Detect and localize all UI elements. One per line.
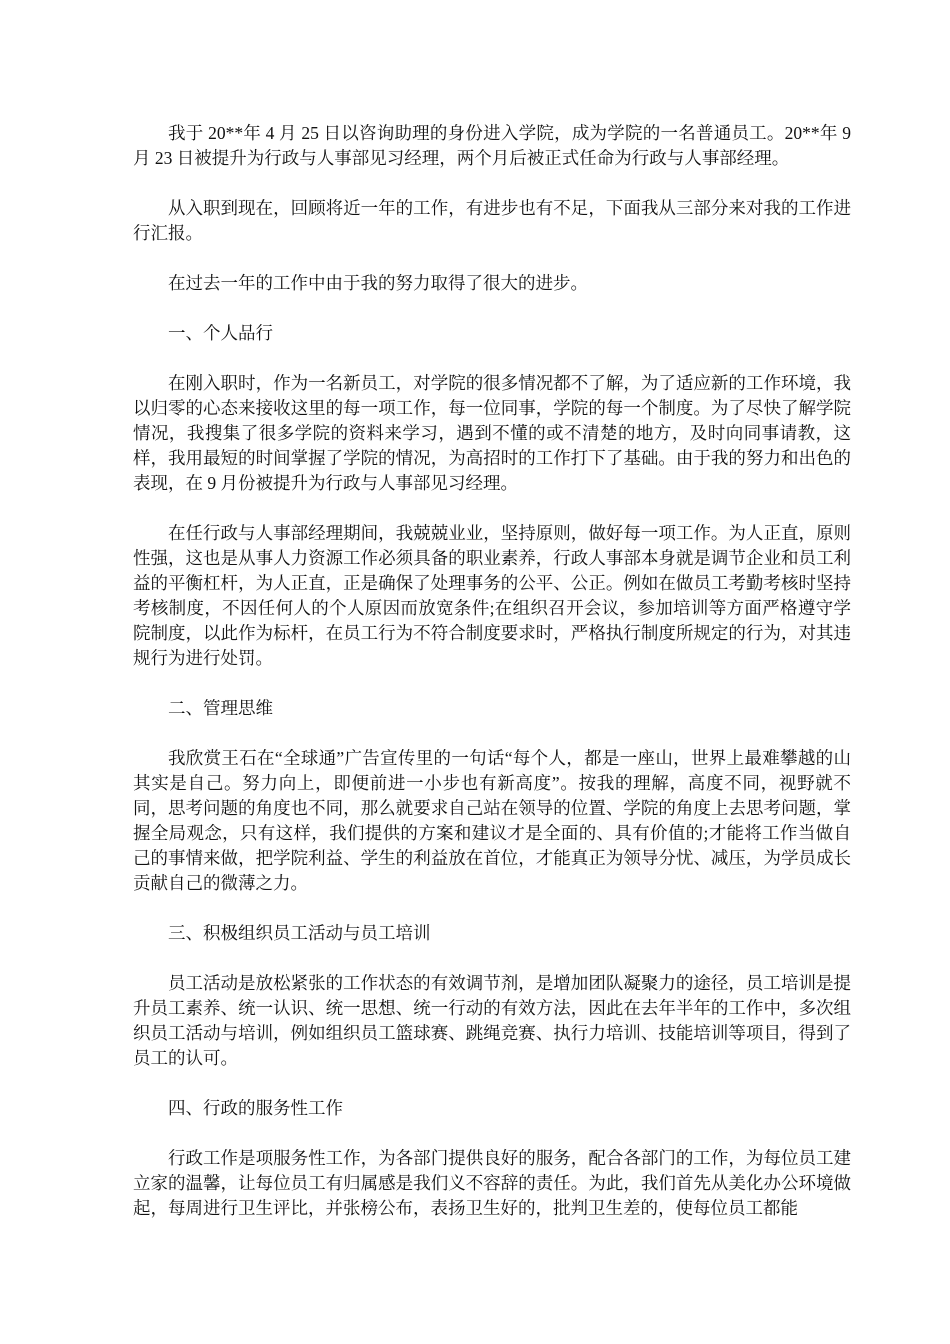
paragraph-personal-conduct-1: 在刚入职时，作为一名新员工，对学院的很多情况都不了解，为了适应新的工作环境，我以归零的心态来接收这里的每一项工作，每一位同事，学院的每一个制度。为了尽快了解学院情况，我搜集了很多学院的资料来学习，遇到不懂的或不清楚的地方，及时向同事请教，这样，我用最短的时间掌握了学院的情况，为高招时的工作打下了基础。由于我的努力和出色的表现，在 9 月份被提升为行政与人事部见习经理。 — [133, 373, 851, 493]
paragraph-personal-conduct-2: 在任行政与人事部经理期间，我兢兢业业，坚持原则，做好每一项工作。为人正直，原则性强，这也是从事人力资源工作必须具备的职业素养，行政人事部本身就是调节企业和员工利益的平衡杠杆，为人正直，正是确保了处理事务的公平、公正。例如在做员工考勤考核时坚持考核制度，不因任何人的个人原因而放宽条件;在组织召开会议，参加培训等方面严格遵守学院制度，以此作为标杆，在员工行为不符合制度要求时，严格执行制度所规定的行为，对其违规行为进行处罚。 — [133, 523, 851, 668]
document-body — [133, 121, 851, 1221]
paragraph-intro: 我于 20**年 4 月 25 日以咨询助理的身份进入学院，成为学院的一名普通员工。20**年 9 月 23 日被提升为行政与人事部见习经理，两个月后被正式任命为行政与人事部经理。 — [133, 123, 851, 168]
paragraph-management-thinking: 我欣赏王石在“全球通”广告宣传里的一句话“每个人，都是一座山，世界上最难攀越的山其实是自己。努力向上，即便前进一小步也有新高度”。按我的理解，高度不同，视野就不同，思考问题的角度也不同，那么就要求自己站在领导的位置、学院的角度上去思考问题，掌握全局观念，只有这样，我们提供的方案和建议才是全面的、具有价值的;才能将工作当做自己的事情来做，把学院利益、学生的利益放在首位，才能真正为领导分忧、减压，为学员成长贡献自己的微薄之力。 — [133, 748, 851, 893]
paragraph-staff-activities: 员工活动是放松紧张的工作状态的有效调节剂，是增加团队凝聚力的途径，员工培训是提升员工素养、统一认识、统一思想、统一行动的有效方法，因此在去年半年的工作中，多次组织员工活动与培训，例如组织员工篮球赛、跳绳竞赛、执行力培训、技能培训等项目，得到了员工的认可。 — [133, 973, 851, 1068]
paragraph-overview: 从入职到现在，回顾将近一年的工作，有进步也有不足，下面我从三部分来对我的工作进行汇报。 — [133, 198, 851, 243]
paragraph-admin-service: 行政工作是项服务性工作，为各部门提供良好的服务，配合各部门的工作，为每位员工建立家的温馨，让每位员工有归属感是我们义不容辞的责任。为此，我们首先从美化办公环境做起，每周进行卫生评比，并张榜公布，表扬卫生好的，批判卫生差的，使每位员工都能 — [133, 1148, 851, 1218]
section-heading-3-staff-activities: 三、积极组织员工活动与员工培训 — [168, 923, 431, 943]
section-heading-4-admin-service: 四、行政的服务性工作 — [168, 1098, 343, 1118]
section-heading-1-personal-conduct: 一、个人品行 — [168, 323, 273, 343]
paragraph-progress: 在过去一年的工作中由于我的努力取得了很大的进步。 — [168, 273, 588, 293]
section-heading-2-management-thinking: 二、管理思维 — [168, 698, 273, 718]
